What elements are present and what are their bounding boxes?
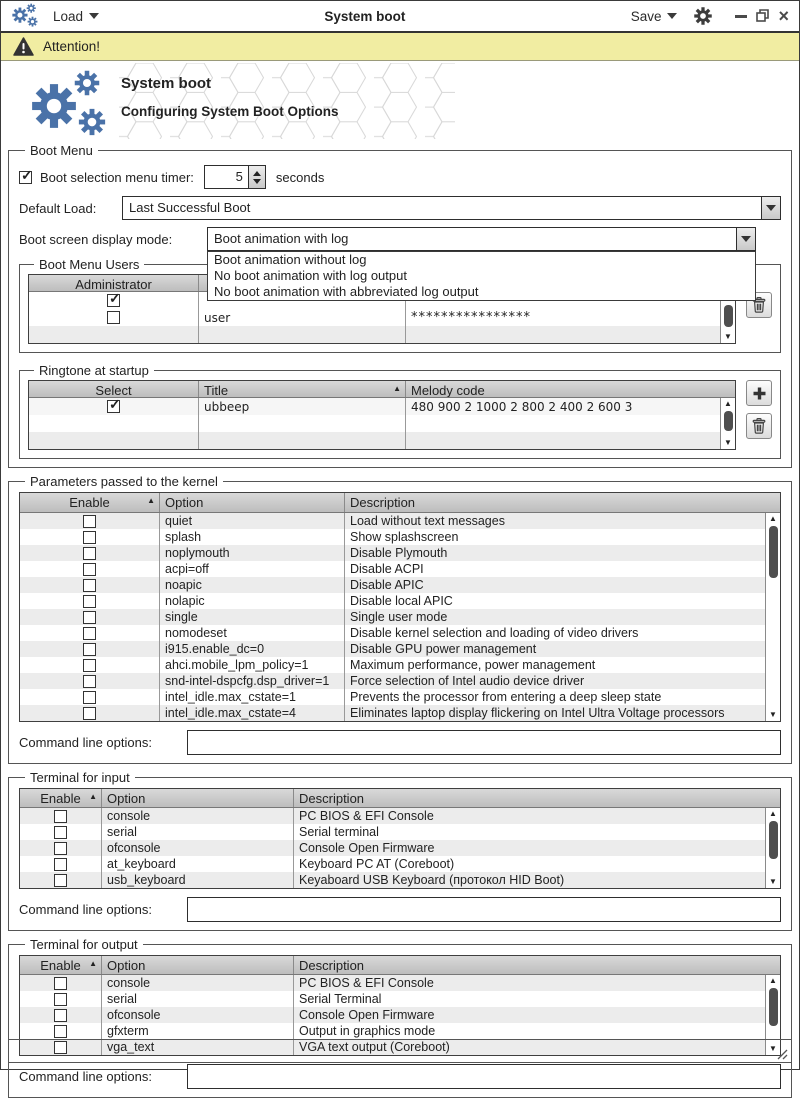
- ringtone-title-cell[interactable]: ubbeep: [199, 398, 406, 415]
- attention-bar: [1, 33, 799, 61]
- description-cell: Keyaboard USB Keyboard (протокол HID Boot): [299, 873, 565, 887]
- terminal-input-scrollbar[interactable]: [765, 808, 780, 888]
- display-mode-dropdown-list: [207, 251, 756, 301]
- add-ringtone-button[interactable]: [746, 380, 772, 406]
- enable-checkbox[interactable]: [83, 627, 96, 640]
- boot-menu-users-legend: Boot Menu Users: [39, 257, 140, 272]
- scrollbar-thumb[interactable]: [724, 411, 733, 431]
- scrollbar-thumb[interactable]: [724, 305, 733, 327]
- user-password-cell[interactable]: ****************: [411, 310, 531, 325]
- option-cell: intel_idle.max_cstate=4: [160, 705, 345, 721]
- enable-checkbox[interactable]: [54, 874, 67, 887]
- description-cell: Console Open Firmware: [299, 1008, 435, 1022]
- enable-checkbox[interactable]: [83, 611, 96, 624]
- description-cell: Prevents the processor from entering a deep sleep state: [350, 690, 662, 704]
- ringtone-table-scrollbar[interactable]: [720, 398, 735, 449]
- terminal-input-cmdline-input[interactable]: [187, 897, 781, 922]
- status-bar: [8, 1039, 792, 1063]
- scroll-up-icon[interactable]: ▲: [769, 976, 777, 985]
- enable-checkbox[interactable]: [54, 810, 67, 823]
- table-row: [29, 432, 720, 449]
- sort-ascending-icon: ▲: [89, 792, 97, 801]
- table-row: [20, 593, 765, 609]
- option-cell: nomodeset: [160, 625, 345, 641]
- boot-timer-row: [19, 165, 781, 189]
- default-load-row: [19, 196, 781, 220]
- table-row: [20, 1007, 765, 1023]
- table-row: [29, 415, 720, 432]
- scroll-down-icon[interactable]: ▼: [769, 710, 777, 719]
- scroll-up-icon[interactable]: ▲: [769, 809, 777, 818]
- boot-timer-spinner[interactable]: [204, 165, 266, 189]
- option-cell: splash: [160, 529, 345, 545]
- chevron-down-icon: [766, 205, 776, 211]
- trash-icon: [752, 418, 766, 434]
- scroll-down-icon[interactable]: ▼: [724, 332, 732, 341]
- dropdown-option[interactable]: No boot animation with log output: [214, 268, 407, 283]
- option-cell: intel_idle.max_cstate=1: [160, 689, 345, 705]
- enable-header[interactable]: Enable ▲: [20, 956, 102, 974]
- sort-ascending-icon: ▲: [393, 384, 401, 393]
- option-cell: console: [102, 808, 294, 824]
- spin-down-icon[interactable]: [253, 179, 261, 184]
- scroll-down-icon[interactable]: ▼: [769, 877, 777, 886]
- default-load-value: Last Successful Boot: [129, 200, 251, 215]
- terminal-output-cmdline-label: Command line options:: [19, 1069, 152, 1084]
- sort-ascending-icon: ▲: [147, 496, 155, 505]
- enable-checkbox[interactable]: [54, 858, 67, 871]
- ringtone-melody-header[interactable]: Melody code: [411, 383, 485, 397]
- terminal-output-legend: Terminal for output: [30, 937, 138, 952]
- option-cell: nolapic: [160, 593, 345, 609]
- dropdown-option[interactable]: Boot animation without log: [214, 252, 367, 267]
- table-row: [29, 398, 720, 415]
- page-subtitle: Configuring System Boot Options: [121, 104, 339, 119]
- description-cell: Output in graphics mode: [299, 1024, 436, 1038]
- save-menu-label: Save: [630, 8, 662, 24]
- kernel-params-fieldset: [8, 474, 792, 764]
- scroll-down-icon[interactable]: ▼: [769, 1044, 777, 1053]
- option-cell: snd-intel-dspcfg.dsp_driver=1: [160, 673, 345, 689]
- kernel-params-legend: Parameters passed to the kernel: [30, 474, 218, 489]
- kernel-params-table: [19, 492, 781, 722]
- table-row: [20, 657, 765, 673]
- table-row: [20, 705, 765, 721]
- description-header[interactable]: Description: [350, 495, 416, 510]
- option-cell: ofconsole: [102, 840, 294, 856]
- app-logo-gears-icon: [25, 67, 117, 139]
- window-title: System boot: [324, 8, 406, 24]
- users-admin-header[interactable]: Administrator: [29, 275, 199, 291]
- combo-arrow-button[interactable]: [736, 228, 755, 250]
- resize-grip-icon[interactable]: [775, 1047, 788, 1060]
- enable-header[interactable]: Enable ▲: [20, 789, 102, 807]
- scroll-up-icon[interactable]: ▲: [724, 399, 732, 408]
- default-load-label: Default Load:: [19, 200, 97, 216]
- kernel-cmdline-input[interactable]: [187, 730, 781, 755]
- chevron-down-icon: [741, 236, 751, 242]
- description-cell: Keyboard PC AT (Coreboot): [299, 857, 455, 871]
- minimize-icon[interactable]: [735, 10, 747, 18]
- description-cell: PC BIOS & EFI Console: [299, 976, 434, 990]
- default-load-combobox[interactable]: [122, 196, 781, 220]
- terminal-input-cmdline-label: Command line options:: [19, 902, 152, 917]
- ringtone-title-header[interactable]: Title ▲: [199, 381, 406, 397]
- table-row: [20, 991, 765, 1007]
- description-cell: Single user mode: [350, 610, 448, 624]
- enable-checkbox[interactable]: [83, 595, 96, 608]
- boot-timer-label: Boot selection menu timer:: [40, 169, 194, 185]
- enable-checkbox[interactable]: [54, 977, 67, 990]
- maximize-icon[interactable]: [756, 9, 769, 22]
- ringtone-legend: Ringtone at startup: [39, 363, 149, 378]
- enable-checkbox[interactable]: [83, 515, 96, 528]
- table-row: [20, 545, 765, 561]
- chevron-down-icon: [89, 13, 99, 19]
- boot-menu-fieldset: [8, 143, 792, 468]
- enable-checkbox[interactable]: [83, 707, 96, 720]
- spinner-buttons[interactable]: [248, 166, 265, 188]
- load-menu-label: Load: [53, 8, 84, 24]
- description-cell: Disable ACPI: [350, 562, 424, 576]
- description-cell: PC BIOS & EFI Console: [299, 809, 434, 823]
- table-row: [20, 975, 765, 991]
- app-header: [1, 61, 799, 141]
- description-cell: Force selection of Intel audio device driver: [350, 674, 585, 688]
- scrollbar-thumb[interactable]: [769, 821, 778, 859]
- option-cell: serial: [102, 991, 294, 1007]
- settings-gear-icon[interactable]: [693, 6, 713, 26]
- description-cell: Disable local APIC: [350, 594, 453, 608]
- option-cell: gfxterm: [102, 1023, 294, 1039]
- option-cell: acpi=off: [160, 561, 345, 577]
- description-cell: Serial Terminal: [299, 992, 382, 1006]
- terminal-input-fieldset: [8, 770, 792, 931]
- enable-checkbox[interactable]: [54, 1009, 67, 1022]
- table-row: [20, 673, 765, 689]
- enable-checkbox[interactable]: [54, 1025, 67, 1038]
- option-cell: noapic: [160, 577, 345, 593]
- titlebar: [1, 1, 799, 33]
- description-cell: VGA text output (Coreboot): [299, 1040, 450, 1054]
- warning-triangle-icon: [13, 37, 34, 56]
- enable-checkbox[interactable]: [54, 842, 67, 855]
- scrollbar-thumb[interactable]: [769, 526, 778, 578]
- attention-label: Attention!: [43, 39, 101, 54]
- enable-checkbox[interactable]: [54, 826, 67, 839]
- terminal-output-fieldset: [8, 937, 792, 1098]
- boot-timer-checkbox[interactable]: [19, 171, 32, 184]
- option-cell: noplymouth: [160, 545, 345, 561]
- display-mode-value: Boot animation with log: [214, 231, 349, 246]
- description-cell: Disable Plymouth: [350, 546, 448, 560]
- scrollbar-thumb[interactable]: [769, 988, 778, 1026]
- ringtone-melody-cell[interactable]: 480 900 2 1000 2 800 2 400 2 600 3: [411, 399, 633, 414]
- description-header[interactable]: Description: [299, 958, 365, 973]
- description-cell: Maximum performance, power management: [350, 658, 596, 672]
- plus-icon: [752, 386, 767, 401]
- app-gears-icon: [11, 3, 41, 29]
- ringtone-checkbox[interactable]: [107, 400, 120, 413]
- option-cell: vga_text: [102, 1039, 294, 1055]
- option-cell: single: [160, 609, 345, 625]
- enable-checkbox[interactable]: [83, 691, 96, 704]
- enable-checkbox[interactable]: [83, 643, 96, 656]
- option-cell: usb_keyboard: [102, 872, 294, 888]
- option-cell: at_keyboard: [102, 856, 294, 872]
- enable-checkbox[interactable]: [83, 659, 96, 672]
- enable-checkbox[interactable]: [54, 993, 67, 1006]
- kernel-table-scrollbar[interactable]: [765, 513, 780, 721]
- admin-checkbox[interactable]: [107, 311, 120, 324]
- load-menu[interactable]: [53, 9, 99, 24]
- boot-timer-value: 5: [235, 169, 243, 184]
- description-cell: Disable GPU power management: [350, 642, 537, 656]
- ringtone-fieldset: [19, 363, 781, 459]
- enable-checkbox[interactable]: [83, 563, 96, 576]
- table-row: [20, 529, 765, 545]
- spin-up-icon[interactable]: [253, 171, 261, 176]
- table-row: [20, 856, 765, 872]
- table-row: [20, 513, 765, 529]
- terminal-output-cmdline-input[interactable]: [187, 1064, 781, 1089]
- display-mode-label: Boot screen display mode:: [19, 231, 173, 247]
- terminal-input-legend: Terminal for input: [30, 770, 130, 785]
- description-cell: Console Open Firmware: [299, 841, 435, 855]
- ringtone-select-header[interactable]: Select: [29, 381, 199, 397]
- enable-header[interactable]: Enable ▲: [20, 493, 160, 512]
- table-row: [29, 326, 720, 343]
- page-title: System boot: [121, 75, 212, 92]
- display-mode-combobox[interactable]: [207, 227, 756, 251]
- option-header[interactable]: Option: [102, 956, 294, 974]
- enable-checkbox[interactable]: [83, 531, 96, 544]
- terminal-input-table: [19, 788, 781, 889]
- enable-checkbox[interactable]: [83, 547, 96, 560]
- option-header[interactable]: Option: [102, 789, 294, 807]
- table-row: [20, 625, 765, 641]
- kernel-cmdline-label: Command line options:: [19, 735, 152, 750]
- terminal-output-cmdline-row: [19, 1064, 781, 1089]
- scroll-up-icon[interactable]: ▲: [769, 514, 777, 523]
- save-menu[interactable]: [631, 9, 678, 24]
- option-cell: ahci.mobile_lpm_policy=1: [160, 657, 345, 673]
- enable-checkbox[interactable]: [83, 675, 96, 688]
- description-cell: Load without text messages: [350, 514, 505, 528]
- option-cell: quiet: [160, 513, 345, 529]
- admin-checkbox[interactable]: [107, 294, 120, 307]
- option-cell: i915.enable_dc=0: [160, 641, 345, 657]
- description-cell: Disable APIC: [350, 578, 424, 592]
- kernel-cmdline-row: [19, 730, 781, 755]
- table-row: [20, 577, 765, 593]
- combo-arrow-button[interactable]: [761, 197, 780, 219]
- table-row: [20, 1023, 765, 1039]
- table-row: [20, 641, 765, 657]
- scroll-down-icon[interactable]: ▼: [724, 438, 732, 447]
- table-row: [20, 609, 765, 625]
- enable-checkbox[interactable]: [83, 579, 96, 592]
- close-icon[interactable]: ×: [778, 6, 789, 26]
- table-row: [20, 689, 765, 705]
- table-row: [20, 808, 765, 824]
- dropdown-option[interactable]: No boot animation with abbreviated log output: [214, 284, 479, 299]
- description-cell: Show splashscreen: [350, 530, 459, 544]
- option-cell: ofconsole: [102, 1007, 294, 1023]
- terminal-input-cmdline-row: [19, 897, 781, 922]
- chevron-down-icon: [667, 13, 677, 19]
- description-cell: Serial terminal: [299, 825, 379, 839]
- table-row: [29, 309, 720, 326]
- boot-menu-legend: Boot Menu: [30, 143, 93, 158]
- option-cell: serial: [102, 824, 294, 840]
- table-row: [20, 561, 765, 577]
- description-cell: Eliminates laptop display flickering on Intel Ultra Voltage processors: [350, 706, 725, 720]
- sort-ascending-icon: ▲: [89, 959, 97, 968]
- description-header[interactable]: Description: [299, 791, 365, 806]
- ringtone-table: [28, 380, 736, 450]
- table-row: [20, 840, 765, 856]
- boot-timer-unit: seconds: [275, 169, 325, 185]
- user-name-cell[interactable]: user: [199, 309, 406, 326]
- option-cell: console: [102, 975, 294, 991]
- description-cell: Disable kernel selection and loading of video drivers: [350, 626, 639, 640]
- option-header[interactable]: Option: [160, 493, 345, 512]
- table-row: [20, 872, 765, 888]
- delete-ringtone-button[interactable]: [746, 413, 772, 439]
- table-row: [20, 824, 765, 840]
